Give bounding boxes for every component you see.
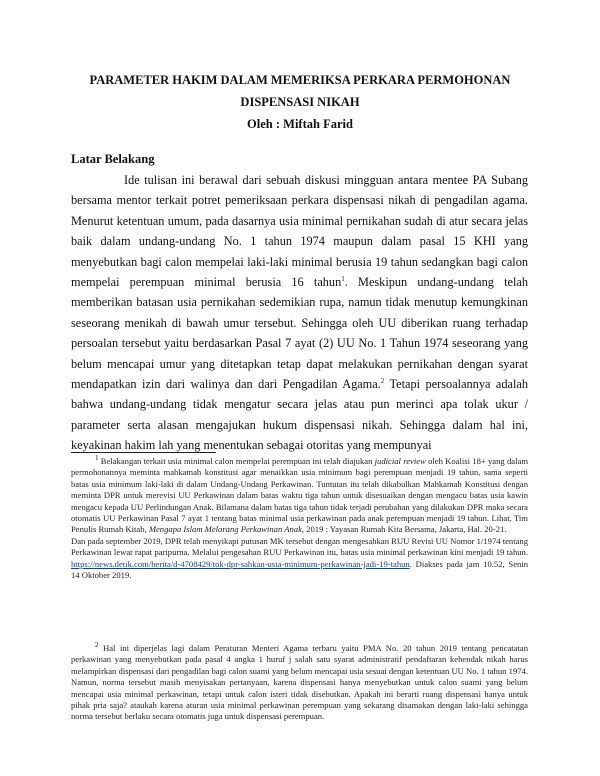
- paragraph: [71, 170, 528, 456]
- paragraph-text-part1: Ide tulisan ini berawal dari sebuah diskusi mingguan antara mentee PA Subang bersama mentor terkait potret pemeriksaan perkara dispensasi nikah di pengadilan agama. Menurut ketentuan umum, pada dasarnya usia minimal pernikahan sudah di atur secara jelas baik dalam undang-undang No. 1 tahun 1974 maupun dalam pasal 15 KHI yang menyebutkan bagi calon mempelai laki-laki minimal berusia 19 tahun sedangkan bagi calon mempelai perempuan minimal berusia 16 tahun: [71, 173, 528, 290]
- footnote-1-term: judicial review: [374, 456, 426, 466]
- body-text: [71, 170, 528, 456]
- section-heading: Latar Belakang: [71, 152, 155, 166]
- footnote-2-text: Hal ini diperjelas lagi dalam Peraturan Menteri Agama terbaru yaitu PMA No. 20 tahun 2019 tentang pencatatan perkawinan yang menyebutkan pada pasal 4 angka 1 huruf j salah satu syarat administratif pendaftaran kehendak nikah harus melampirkan dispensasi dari pengadilan bagi calon suami yang belum mencapai usia sesuai dengan ketentuan UU No. 1 tahun 1974. Namun, norma tersebut masih menyisakan pertanyaan, karena dispensasi hanya menyebutkan untuk calon suami yang belum mencapai usia minimal perkawinan, tetapi untuk calon isteri tidak disebutkan. Apakah ini berarti ruang dispensasi hanya untuk pihak pria saja? ataukah karena aturan usia minimal perkawinan perempuan yang sekarang disamakan dengan laki-laki sehingga norma tersebut berlaku secara otomatis juga untuk dispensasi perempuan.: [71, 643, 528, 722]
- footnote-separator: [71, 452, 216, 453]
- footnote-1-continuation: [71, 536, 528, 582]
- footnote-ref-2: 2: [380, 376, 385, 385]
- document-title-line2: DISPENSASI NIKAH: [240, 95, 360, 109]
- footnote-1-text-c: , 2019 : Yayasan Rumah Kita Bersama, Jakarta, Hal. 20-21.: [301, 524, 507, 535]
- footnote-2-paragraph: [71, 643, 528, 723]
- footnote-1-text-e: . Diakses pada jam 10.52, Senin 14 Oktober 2019.: [71, 558, 528, 581]
- footnote-1-book-title: Mengapa Islam Melarang Perkawinan Anak: [148, 524, 302, 535]
- footnote-2-number: 2: [95, 641, 99, 650]
- footnote-1-text-d: Dan pada september 2019, DPR telah menyikapi putusan MK tersebut dengan mengesahkan RUU Revisi UU Nomor 1/1974 tentang Perkawinan lewat rapat paripurna. Melalui pengesahan RUU Perkawinan itu, batas usia minimal perkawinan kini menjadi 19 tahun.: [71, 535, 528, 558]
- document-title-line1: PARAMETER HAKIM DALAM MEMERIKSA PERKARA PERMOHONAN: [89, 73, 511, 87]
- footnote-1-text-b: oleh Koalisi 18+ yang dalam permohonannya meminta mahkamah konstitusi agar menaikkan usia minimum bagi perempuan menjadi 19 tahun, sama seperti batas usia minimum laki-laki di dalam Undang-Undang Perkawinan. Tuntutan itu telah dikabulkan Mahkamah Konstitusi dengan meminta DPR untuk merevisi UU Perkawinan dalam batas waktu tiga tahun untuk disesuaikan dengan mengacu batas usia kawin mengacu kepada UU Perlindungan Anak. Bilamana dalam batas tiga tahun tidak terjadi perubahan yang dilakukan DPR maka secara otomatis UU Perkawinan Pasal 7 ayat 1 tentang batas minimal usia perkawinan pada anak perempuan menjadi 19 tahun. Lihat, Tim Penulis Rumah Kitab,: [71, 456, 528, 535]
- footnote-2: [71, 643, 528, 723]
- footnote-1-number: 1: [95, 454, 99, 463]
- footnote-ref-1: 1: [341, 274, 345, 283]
- paragraph-text-part3: Tetapi persoalannya adalah bahwa undang-undang tidak mengatur secara jelas atau pun merinci apa tolak ukur / parameter serta alasan mengajukan hukum dispensasi nikah. Sehingga dalam hal ini, keyakinan hakim lah yang menentukan sebagai otoritas yang mempunyai: [71, 377, 528, 453]
- footnote-1-paragraph: [71, 456, 528, 536]
- footnote-1-link[interactable]: https://news.detik.com/berita/d-4708429/tok-dpr-sahkan-usia-minimum-perkawinan-jadi-19-tahun: [71, 558, 410, 569]
- document-author: Oleh : Miftah Farid: [247, 117, 353, 131]
- footnote-1-text-a: Belakangan terkait usia minimal calon mempelai perempuan ini telah diajukan: [98, 456, 375, 466]
- paragraph-text-part2: . Meskipun undang-undang telah memberikan batasan usia pernikahan sedemikian rupa, namun tidak menutup kemungkinan seseorang menikah di bawah umur tersebut. Sehingga oleh UU diberikan ruang terhadap persoalan tersebut yaitu berdasarkan Pasal 7 ayat (2) UU No. 1 Tahun 1974 seseorang yang belum mencapai umur yang ditetapkan tetap dapat melakukan pernikahan dengan syarat mendapatkan izin dari walinya dan dari Pengadilan Agama.: [71, 275, 528, 392]
- footnote-1: [71, 456, 528, 581]
